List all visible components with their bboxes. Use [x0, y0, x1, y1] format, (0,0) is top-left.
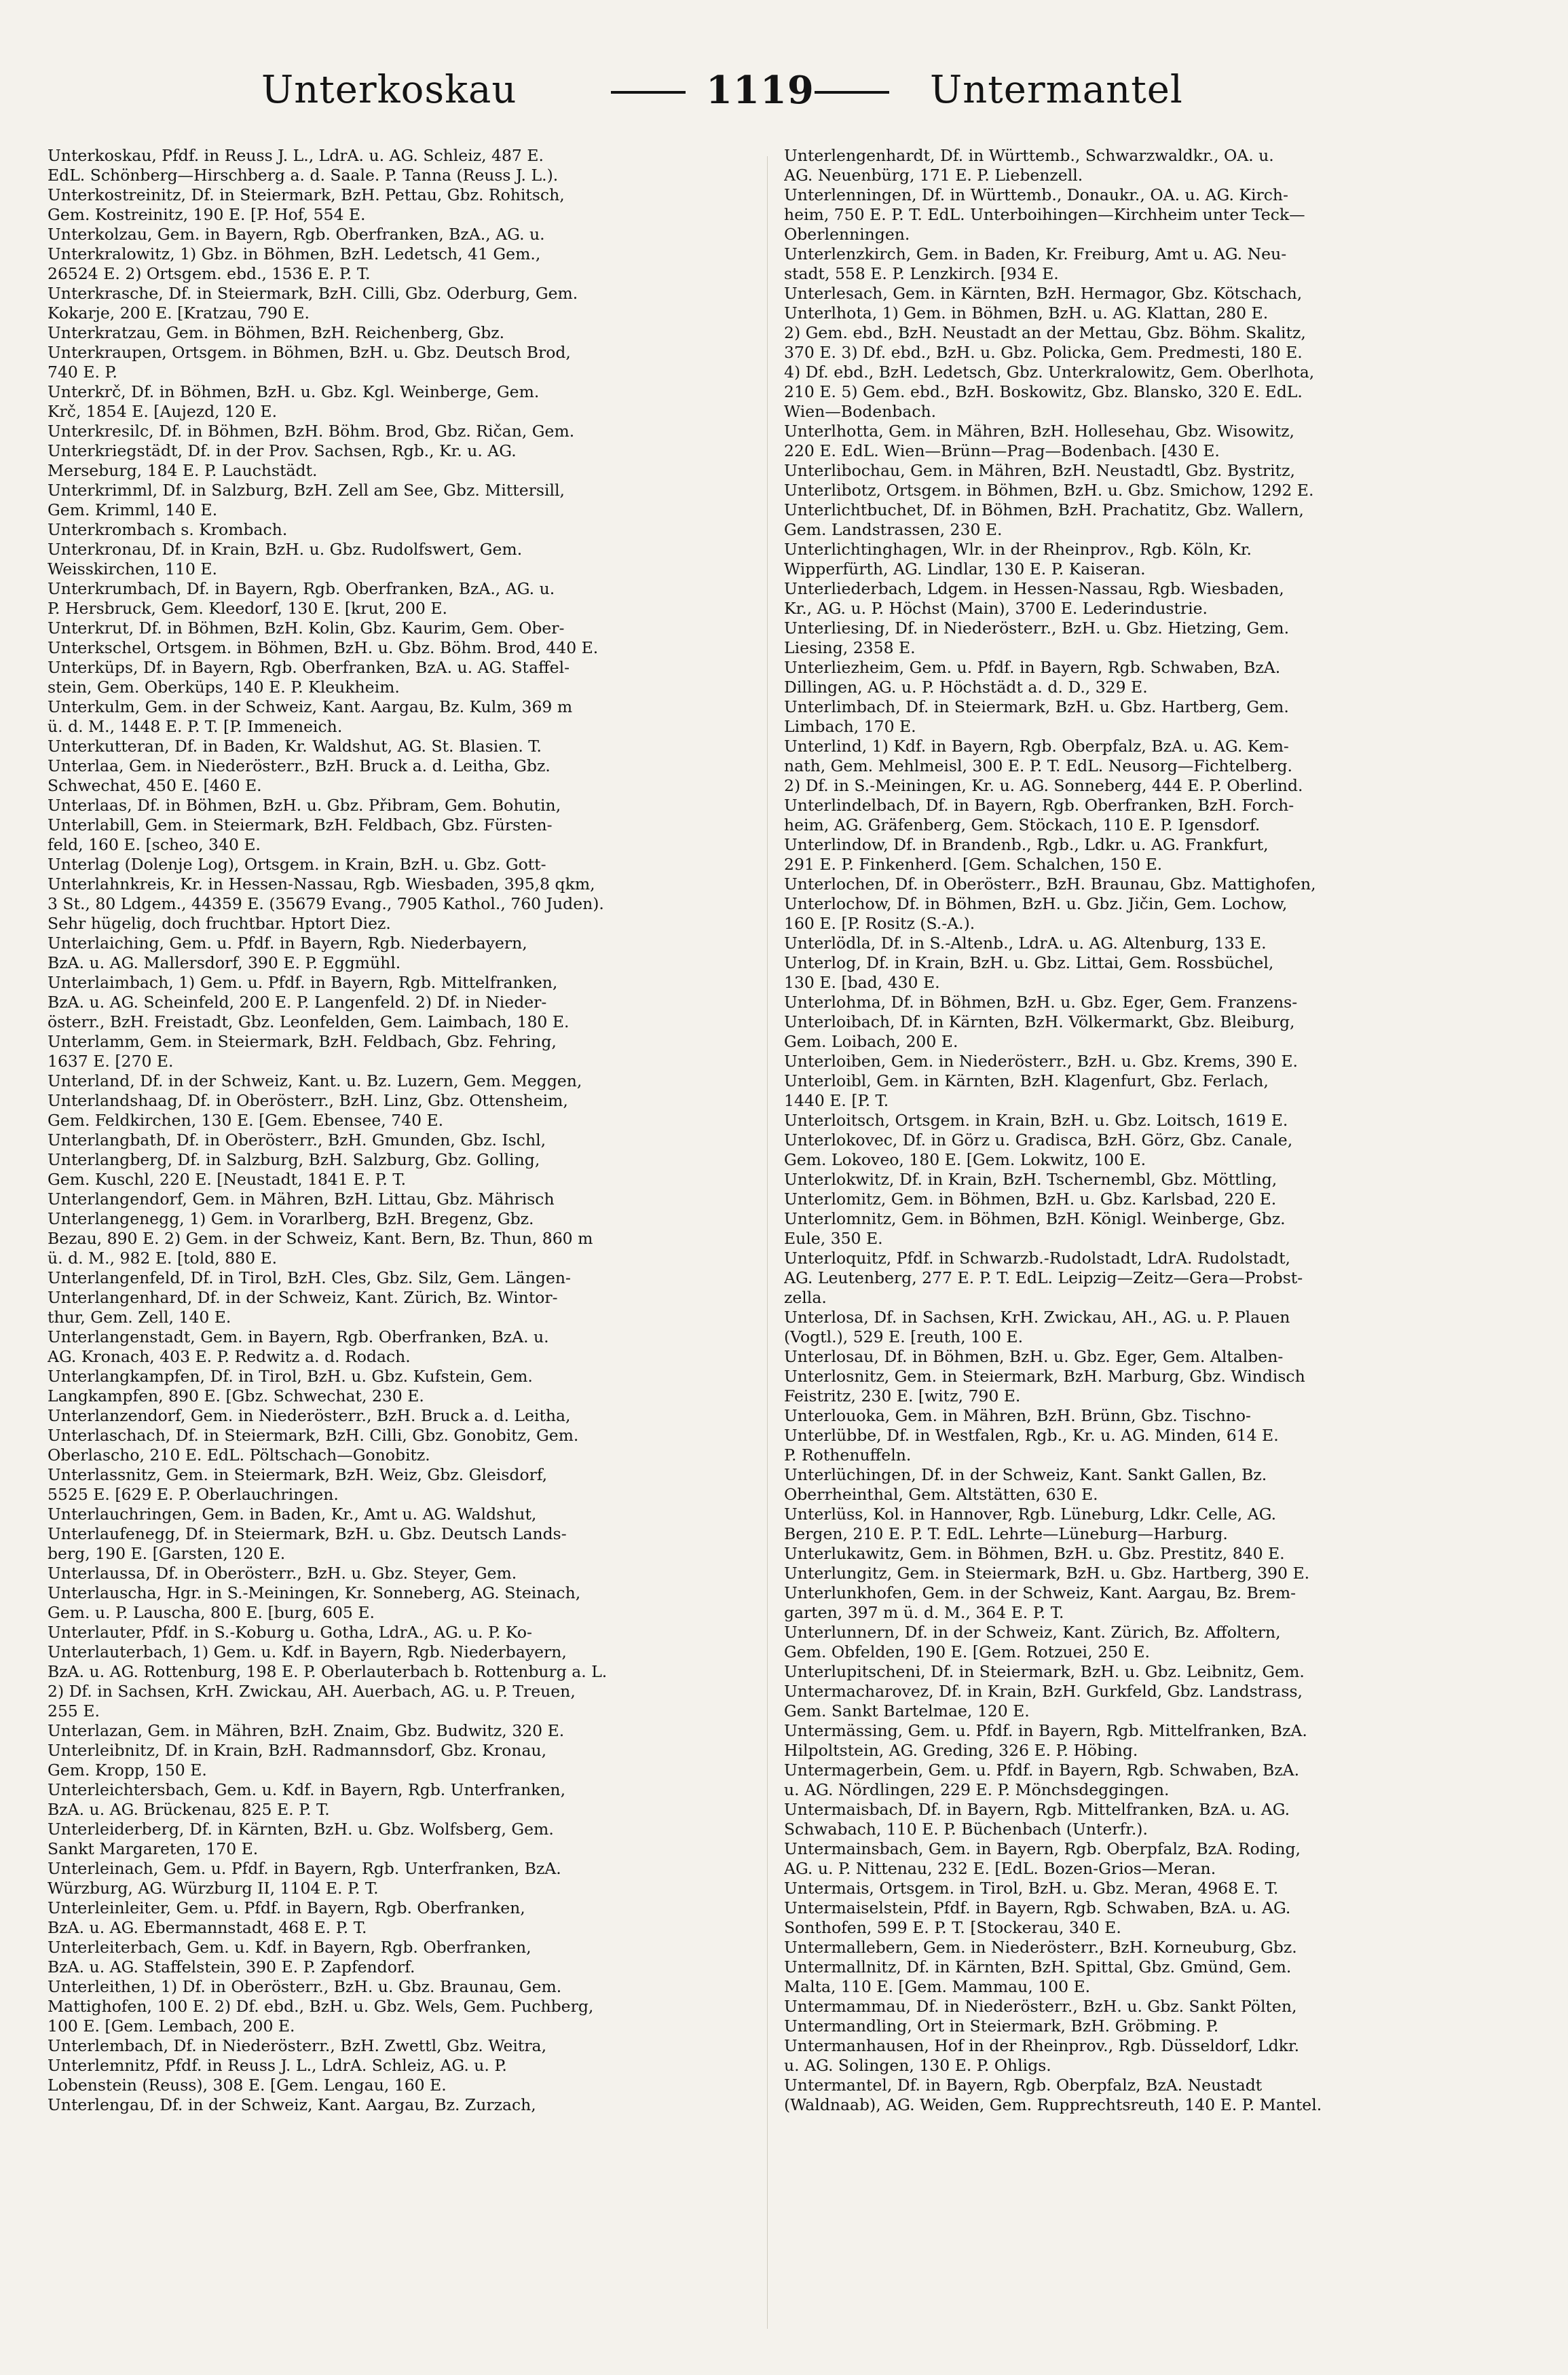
- entry-line: 2) Df. in Sachsen, KrH. Zwickau, AH. Auerbach, AG. u. P. Treuen,: [48, 1682, 576, 1701]
- entry-line: thur, Gem. Zell, 140 E.: [48, 1308, 231, 1327]
- entry-line: Kokarje, 200 E. [Kratzau, 790 E.: [48, 303, 310, 323]
- entry-line: Unterlübbe, Df. in Westfalen, Rgb., Kr. u. AG. Minden, 614 E.: [784, 1426, 1279, 1445]
- entry-line: Untermaisbach, Df. in Bayern, Rgb. Mittelfranken, BzA. u. AG.: [784, 1800, 1290, 1819]
- entry-line: 2) Df. in S.-Meiningen, Kr. u. AG. Sonneberg, 444 E. P. Oberlind.: [784, 776, 1303, 795]
- entry-line: Unterlüss, Kol. in Hannover, Rgb. Lüneburg, Ldkr. Celle, AG.: [784, 1505, 1277, 1524]
- entry-line: BzA. u. AG. Ebermannstadt, 468 E. P. T.: [48, 1918, 367, 1937]
- entry-line: Unterkrimml, Df. in Salzburg, BzH. Zell am See, Gbz. Mittersill,: [48, 481, 565, 500]
- entry-line: Unterlauter, Pfdf. in S.-Koburg u. Gotha, LdrA., AG. u. P. Ko-: [48, 1623, 532, 1642]
- entry-line: Oberlascho, 210 E. EdL. Pöltschach—Gonobitz.: [48, 1446, 430, 1465]
- entry-line: feld, 160 E. [scheo, 340 E.: [48, 835, 261, 854]
- entry-line: Untermainsbach, Gem. in Bayern, Rgb. Oberpfalz, BzA. Roding,: [784, 1839, 1301, 1858]
- entry-line: Unterkostreinitz, Df. in Steiermark, BzH. Pettau, Gbz. Rohitsch,: [48, 185, 565, 204]
- entry-line: Unterleiderberg, Df. in Kärnten, BzH. u. Gbz. Wolfsberg, Gem.: [48, 1820, 554, 1839]
- header-dash-right: [815, 91, 889, 94]
- entry-line: Unterküps, Df. in Bayern, Rgb. Oberfranken, BzA. u. AG. Staffel-: [48, 658, 570, 677]
- entry-line: Unterlomnitz, Gem. in Böhmen, BzH. Königl. Weinberge, Gbz.: [784, 1209, 1286, 1228]
- entry-line: Untermanhausen, Hof in der Rheinprov., Rgb. Düsseldorf, Ldkr.: [784, 2036, 1300, 2055]
- entry-line: Unterlukawitz, Gem. in Böhmen, BzH. u. Gbz. Prestitz, 840 E.: [784, 1544, 1285, 1563]
- entry-line: Unterlaa, Gem. in Niederösterr., BzH. Bruck a. d. Leitha, Gbz.: [48, 756, 550, 775]
- entry-line: 1440 E. [P. T.: [784, 1091, 889, 1110]
- entry-line: Gem. u. P. Lauscha, 800 E. [burg, 605 E.: [48, 1603, 375, 1622]
- entry-line: Kr., AG. u. P. Höchst (Main), 3700 E. Lederindustrie.: [784, 599, 1208, 618]
- entry-line: Merseburg, 184 E. P. Lauchstädt.: [48, 461, 318, 480]
- entry-line: 740 E. P.: [48, 363, 117, 382]
- entry-line: Unterkralowitz, 1) Gbz. in Böhmen, BzH. Ledetsch, 41 Gem.,: [48, 244, 541, 263]
- entry-line: Gem. Sankt Bartelmae, 120 E.: [784, 1701, 1030, 1720]
- entry-line: Unterlengau, Df. in der Schweiz, Kant. Aargau, Bz. Zurzach,: [48, 2095, 536, 2114]
- entry-line: Schwechat, 450 E. [460 E.: [48, 776, 262, 795]
- entry-line: Malta, 110 E. [Gem. Mammau, 100 E.: [784, 1977, 1091, 1996]
- entry-line: Unterlandshaag, Df. in Oberösterr., BzH. Linz, Gbz. Ottensheim,: [48, 1091, 568, 1110]
- entry-line: Unterlosa, Df. in Sachsen, KrH. Zwickau, AH., AG. u. P. Plauen: [784, 1308, 1290, 1327]
- entry-line: BzA. u. AG. Mallersdorf, 390 E. P. Eggmühl.: [48, 953, 401, 972]
- entry-line: Unterlokovec, Df. in Görz u. Gradisca, BzH. Görz, Gbz. Canale,: [784, 1130, 1293, 1149]
- entry-line: Unterlimbach, Df. in Steiermark, BzH. u. Gbz. Hartberg, Gem.: [784, 697, 1289, 716]
- entry-line: Unterleinach, Gem. u. Pfdf. in Bayern, Rgb. Unterfranken, BzA.: [48, 1859, 561, 1878]
- page-header: [0, 48, 1568, 129]
- entry-line: Unterkriegstädt, Df. in der Prov. Sachsen, Rgb., Kr. u. AG.: [48, 441, 517, 460]
- entry-line: Gem. Lokoveo, 180 E. [Gem. Lokwitz, 100 E.: [784, 1150, 1146, 1169]
- entry-line: Untermandling, Ort in Steiermark, BzH. Gröbming. P.: [784, 2017, 1219, 2036]
- entry-line: Untermässing, Gem. u. Pfdf. in Bayern, Rgb. Mittelfranken, BzA.: [784, 1721, 1307, 1740]
- entry-line: (Waldnaab), AG. Weiden, Gem. Rupprechtsreuth, 140 E. P. Mantel.: [784, 2095, 1322, 2114]
- entry-line: Langkampfen, 890 E. [Gbz. Schwechat, 230 E.: [48, 1386, 424, 1405]
- entry-line: berg, 190 E. [Garsten, 120 E.: [48, 1544, 286, 1563]
- entry-line: Gem. Kuschl, 220 E. [Neustadt, 1841 E. P. T.: [48, 1170, 407, 1189]
- entry-line: Würzburg, AG. Würzburg II, 1104 E. P. T.: [48, 1879, 379, 1898]
- entry-line: Unterlenningen, Df. in Württemb., Donaukr., OA. u. AG. Kirch-: [784, 185, 1288, 204]
- entry-line: Unterloibach, Df. in Kärnten, BzH. Völkermarkt, Gbz. Bleiburg,: [784, 1012, 1295, 1031]
- entry-line: AG. Kronach, 403 E. P. Redwitz a. d. Rodach.: [48, 1347, 411, 1366]
- entry-line: Unterlabill, Gem. in Steiermark, BzH. Feldbach, Gbz. Fürsten-: [48, 815, 553, 834]
- entry-line: P. Hersbruck, Gem. Kleedorf, 130 E. [krut, 200 E.: [48, 599, 447, 618]
- header-dash-left: [611, 91, 686, 94]
- entry-line: Oberrheinthal, Gem. Altstätten, 630 E.: [784, 1485, 1098, 1504]
- entry-line: Gem. Krimml, 140 E.: [48, 500, 218, 519]
- entry-line: Gem. Loibach, 200 E.: [784, 1032, 958, 1051]
- entry-line: Unterlohma, Df. in Böhmen, BzH. u. Gbz. Eger, Gem. Franzens-: [784, 993, 1298, 1012]
- entry-line: 4) Df. ebd., BzH. Ledetsch, Gbz. Unterkralowitz, Gem. Oberlhota,: [784, 363, 1315, 382]
- entry-line: Unterkoskau, Pfdf. in Reuss J. L., LdrA. u. AG. Schleiz, 487 E.: [48, 146, 544, 165]
- entry-line: u. AG. Nördlingen, 229 E. P. Mönchsdeggingen.: [784, 1780, 1170, 1799]
- entry-line: Unterkratzau, Gem. in Böhmen, BzH. Reichenberg, Gbz.: [48, 323, 505, 342]
- entry-line: Unterlanzendorf, Gem. in Niederösterr., BzH. Bruck a. d. Leitha,: [48, 1406, 571, 1425]
- entry-line: Unterkrumbach, Df. in Bayern, Rgb. Oberfranken, BzA., AG. u.: [48, 579, 555, 598]
- entry-line: Unterleiterbach, Gem. u. Kdf. in Bayern, Rgb. Oberfranken,: [48, 1938, 531, 1957]
- entry-line: 130 E. [bad, 430 E.: [784, 973, 940, 992]
- entry-line: BzA. u. AG. Rottenburg, 198 E. P. Oberlauterbach b. Rottenburg a. L.: [48, 1662, 608, 1681]
- entry-line: Oberlenningen.: [784, 225, 910, 244]
- entry-line: Unterlesach, Gem. in Kärnten, BzH. Hermagor, Gbz. Kötschach,: [784, 284, 1303, 303]
- entry-line: heim, 750 E. P. T. EdL. Unterboihingen—Kirchheim unter Teck—: [784, 205, 1305, 224]
- entry-line: Weisskirchen, 110 E.: [48, 559, 217, 578]
- entry-line: 291 E. P. Finkenherd. [Gem. Schalchen, 150 E.: [784, 855, 1163, 874]
- entry-line: Unterlokwitz, Df. in Krain, BzH. Tschernembl, Gbz. Möttling,: [784, 1170, 1277, 1189]
- entry-line: Unterkrasche, Df. in Steiermark, BzH. Cilli, Gbz. Oderburg, Gem.: [48, 284, 578, 303]
- entry-line: AG. Leutenberg, 277 E. P. T. EdL. Leipzig—Zeitz—Gera—Probst-: [784, 1268, 1303, 1287]
- entry-line: Mattighofen, 100 E. 2) Df. ebd., BzH. u. Gbz. Wels, Gem. Puchberg,: [48, 1997, 594, 2016]
- entry-line: EdL. Schönberg—Hirschberg a. d. Saale. P. Tanna (Reuss J. L.).: [48, 166, 559, 185]
- entry-line: 160 E. [P. Rositz (S.-A.).: [784, 914, 975, 933]
- entry-line: Gem. Obfelden, 190 E. [Gem. Rotzuei, 250 E.: [784, 1642, 1150, 1661]
- entry-line: Unterkulm, Gem. in der Schweiz, Kant. Aargau, Bz. Kulm, 369 m: [48, 697, 573, 716]
- entry-line: Unterlag (Dolenje Log), Ortsgem. in Krain, BzH. u. Gbz. Gott-: [48, 855, 546, 874]
- entry-line: 100 E. [Gem. Lembach, 200 E.: [48, 2017, 295, 2036]
- entry-line: Unterkrč, Df. in Böhmen, BzH. u. Gbz. Kgl. Weinberge, Gem.: [48, 382, 540, 401]
- entry-line: Unterlomitz, Gem. in Böhmen, BzH. u. Gbz. Karlsbad, 220 E.: [784, 1190, 1277, 1209]
- entry-line: Gem. Landstrassen, 230 E.: [784, 520, 1003, 539]
- entry-line: Unterlangkampfen, Df. in Tirol, BzH. u. Gbz. Kufstein, Gem.: [48, 1367, 533, 1386]
- entry-line: Unterlemnitz, Pfdf. in Reuss J. L., LdrA. Schleiz, AG. u. P.: [48, 2056, 507, 2075]
- entry-line: Untermantel, Df. in Bayern, Rgb. Oberpfalz, BzA. Neustadt: [784, 2076, 1263, 2095]
- entry-line: Unterleichtersbach, Gem. u. Kdf. in Bayern, Rgb. Unterfranken,: [48, 1780, 566, 1799]
- entry-line: 370 E. 3) Df. ebd., BzH. u. Gbz. Policka, Gem. Predmesti, 180 E.: [784, 343, 1303, 362]
- entry-line: Unterlichtbuchet, Df. in Böhmen, BzH. Prachatitz, Gbz. Wallern,: [784, 500, 1304, 519]
- entry-line: Unterlunkhofen, Gem. in der Schweiz, Kant. Aargau, Bz. Brem-: [784, 1583, 1296, 1602]
- entry-line: Sehr hügelig, doch fruchtbar. Hptort Diez.: [48, 914, 391, 933]
- entry-line: Unterleibnitz, Df. in Krain, BzH. Radmannsdorf, Gbz. Kronau,: [48, 1741, 547, 1760]
- entry-line: Wien—Bodenbach.: [784, 402, 937, 421]
- entry-line: Unterloiben, Gem. in Niederösterr., BzH. u. Gbz. Krems, 390 E.: [784, 1052, 1299, 1071]
- entry-line: Unterlauterbach, 1) Gem. u. Kdf. in Bayern, Rgb. Niederbayern,: [48, 1642, 567, 1661]
- entry-line: Unterlaas, Df. in Böhmen, BzH. u. Gbz. Přibram, Gem. Bohutin,: [48, 796, 561, 815]
- entry-line: heim, AG. Gräfenberg, Gem. Stöckach, 110 E. P. Igensdorf.: [784, 815, 1261, 834]
- entry-line: ü. d. M., 982 E. [told, 880 E.: [48, 1249, 278, 1268]
- entry-line: Unterleithen, 1) Df. in Oberösterr., BzH. u. Gbz. Braunau, Gem.: [48, 1977, 562, 1996]
- entry-line: Unterlibotz, Ortsgem. in Böhmen, BzH. u. Gbz. Smichow, 1292 E.: [784, 481, 1314, 500]
- entry-line: u. AG. Solingen, 130 E. P. Ohligs.: [784, 2056, 1051, 2075]
- entry-line: Unterlassnitz, Gem. in Steiermark, BzH. Weiz, Gbz. Gleisdorf,: [48, 1465, 548, 1484]
- entry-line: Unterland, Df. in der Schweiz, Kant. u. Bz. Luzern, Gem. Meggen,: [48, 1071, 582, 1090]
- entry-line: Unterlaschach, Df. in Steiermark, BzH. Cilli, Gbz. Gonobitz, Gem.: [48, 1426, 579, 1445]
- entry-line: Untermaiselstein, Pfdf. in Bayern, Rgb. Schwaben, BzA. u. AG.: [784, 1898, 1291, 1917]
- entry-line: 1637 E. [270 E.: [48, 1052, 174, 1071]
- entry-line: (Vogtl.), 529 E. [reuth, 100 E.: [784, 1327, 1024, 1346]
- entry-line: Unterlangenstadt, Gem. in Bayern, Rgb. Oberfranken, BzA. u.: [48, 1327, 549, 1346]
- header-right-keyword: Untermantel: [930, 68, 1183, 112]
- entry-line: Sankt Margareten, 170 E.: [48, 1839, 259, 1858]
- entry-line: Unterloitsch, Ortsgem. in Krain, BzH. u. Gbz. Loitsch, 1619 E.: [784, 1111, 1288, 1130]
- entry-line: Unterlödla, Df. in S.-Altenb., LdrA. u. AG. Altenburg, 133 E.: [784, 934, 1267, 953]
- entry-line: Unterlaussa, Df. in Oberösterr., BzH. u. Gbz. Steyer, Gem.: [48, 1564, 517, 1583]
- entry-line: Unterlangberg, Df. in Salzburg, BzH. Salzburg, Gbz. Golling,: [48, 1150, 540, 1169]
- entry-line: Unterlembach, Df. in Niederösterr., BzH. Zwettl, Gbz. Weitra,: [48, 2036, 547, 2055]
- entry-line: Liesing, 2358 E.: [784, 638, 916, 657]
- entry-line: BzA. u. AG. Scheinfeld, 200 E. P. Langenfeld. 2) Df. in Nieder-: [48, 993, 547, 1012]
- entry-line: Unterlauchringen, Gem. in Baden, Kr., Amt u. AG. Waldshut,: [48, 1505, 537, 1524]
- entry-line: 220 E. EdL. Wien—Brünn—Prag—Bodenbach. [430 E.: [784, 441, 1220, 460]
- entry-line: Feistritz, 230 E. [witz, 790 E.: [784, 1386, 1021, 1405]
- entry-line: Unterlangenfeld, Df. in Tirol, BzH. Cles, Gbz. Silz, Gem. Längen-: [48, 1268, 571, 1287]
- entry-line: Unterkolzau, Gem. in Bayern, Rgb. Oberfranken, BzA., AG. u.: [48, 225, 545, 244]
- entry-line: Unterlind, 1) Kdf. in Bayern, Rgb. Oberpfalz, BzA. u. AG. Kem-: [784, 737, 1289, 756]
- entry-line: Bezau, 890 E. 2) Gem. in der Schweiz, Kant. Bern, Bz. Thun, 860 m: [48, 1229, 593, 1248]
- entry-line: Sonthofen, 599 E. P. T. [Stockerau, 340 E.: [784, 1918, 1121, 1937]
- entry-line: Unterloquitz, Pfdf. in Schwarzb.-Rudolstadt, LdrA. Rudolstadt,: [784, 1249, 1290, 1268]
- entry-line: P. Rothenuffeln.: [784, 1446, 912, 1465]
- entry-line: Hilpoltstein, AG. Greding, 326 E. P. Höbing.: [784, 1741, 1138, 1760]
- entry-line: Unterlibochau, Gem. in Mähren, BzH. Neustadtl, Gbz. Bystritz,: [784, 461, 1295, 480]
- entry-line: AG. Neuenbürg, 171 E. P. Liebenzell.: [784, 166, 1083, 185]
- entry-line: Unterleinleiter, Gem. u. Pfdf. in Bayern, Rgb. Oberfranken,: [48, 1898, 525, 1917]
- entry-line: 26524 E. 2) Ortsgem. ebd., 1536 E. P. T.: [48, 264, 371, 283]
- entry-line: Gem. Feldkirchen, 130 E. [Gem. Ebensee, 740 E.: [48, 1111, 444, 1130]
- entry-line: nath, Gem. Mehlmeisl, 300 E. P. T. EdL. Neusorg—Fichtelberg.: [784, 756, 1292, 775]
- entry-line: Unterlupitscheni, Df. in Steiermark, BzH. u. Gbz. Leibnitz, Gem.: [784, 1662, 1305, 1681]
- entry-line: Unterlangenhard, Df. in der Schweiz, Kant. Zürich, Bz. Wintor-: [48, 1288, 558, 1307]
- entry-line: Unterkresilc, Df. in Böhmen, BzH. Böhm. Brod, Gbz. Ričan, Gem.: [48, 422, 575, 441]
- entry-line: 2) Gem. ebd., BzH. Neustadt an der Mettau, Gbz. Böhm. Skalitz,: [784, 323, 1306, 342]
- entry-line: Eule, 350 E.: [784, 1229, 883, 1248]
- entry-line: Unterkrut, Df. in Böhmen, BzH. Kolin, Gbz. Kaurim, Gem. Ober-: [48, 619, 565, 638]
- column-divider: [767, 156, 768, 2329]
- entry-line: Schwabach, 110 E. P. Büchenbach (Unterfr.).: [784, 1820, 1148, 1839]
- entry-line: BzA. u. AG. Staffelstein, 390 E. P. Zapfendorf.: [48, 1957, 415, 1976]
- entry-line: Unterlahnkreis, Kr. in Hessen-Nassau, Rgb. Wiesbaden, 395,8 qkm,: [48, 874, 595, 894]
- entry-line: Gem. Kostreinitz, 190 E. [P. Hof, 554 E.: [48, 205, 366, 224]
- entry-line: Unterlenzkirch, Gem. in Baden, Kr. Freiburg, Amt u. AG. Neu-: [784, 244, 1287, 263]
- entry-line: Unterlangbath, Df. in Oberösterr., BzH. Gmunden, Gbz. Ischl,: [48, 1130, 546, 1149]
- header-left-keyword: Unterkoskau: [261, 68, 517, 112]
- entry-line: Unterloibl, Gem. in Kärnten, BzH. Klagenfurt, Gbz. Ferlach,: [784, 1071, 1269, 1090]
- entry-line: österr., BzH. Freistadt, Gbz. Leonfelden, Gem. Laimbach, 180 E.: [48, 1012, 570, 1031]
- entry-line: Unterkschel, Ortsgem. in Böhmen, BzH. u. Gbz. Böhm. Brod, 440 E.: [48, 638, 599, 657]
- page-number: 1119: [706, 68, 815, 113]
- entry-line: Dillingen, AG. u. P. Höchstädt a. d. D., 329 E.: [784, 678, 1148, 697]
- entry-line: Unterlog, Df. in Krain, BzH. u. Gbz. Littai, Gem. Rossbüchel,: [784, 953, 1274, 972]
- left-column: [48, 146, 733, 2353]
- entry-line: zella.: [784, 1288, 827, 1307]
- entry-line: Unterliederbach, Ldgem. in Hessen-Nassau, Rgb. Wiesbaden,: [784, 579, 1284, 598]
- entry-line: Unterlaimbach, 1) Gem. u. Pfdf. in Bayern, Rgb. Mittelfranken,: [48, 973, 558, 992]
- entry-line: Unterlindow, Df. in Brandenb., Rgb., Ldkr. u. AG. Frankfurt,: [784, 835, 1269, 854]
- entry-line: Untermais, Ortsgem. in Tirol, BzH. u. Gbz. Meran, 4968 E. T.: [784, 1879, 1279, 1898]
- entry-line: Unterkraupen, Ortsgem. in Böhmen, BzH. u. Gbz. Deutsch Brod,: [48, 343, 571, 362]
- entry-line: 5525 E. [629 E. P. Oberlauchringen.: [48, 1485, 339, 1504]
- entry-line: Unterlengenhardt, Df. in Württemb., Schwarzwaldkr., OA. u.: [784, 146, 1274, 165]
- entry-line: Wipperfürth, AG. Lindlar, 130 E. P. Kaiseran.: [784, 559, 1146, 578]
- entry-line: Unterlaiching, Gem. u. Pfdf. in Bayern, Rgb. Niederbayern,: [48, 934, 527, 953]
- entry-line: Unterkronau, Df. in Krain, BzH. u. Gbz. Rudolfswert, Gem.: [48, 540, 523, 559]
- entry-line: Unterlazan, Gem. in Mähren, BzH. Znaim, Gbz. Budwitz, 320 E.: [48, 1721, 565, 1740]
- entry-line: Lobenstein (Reuss), 308 E. [Gem. Lengau, 160 E.: [48, 2076, 447, 2095]
- entry-line: Untermallebern, Gem. in Niederösterr., BzH. Korneuburg, Gbz.: [784, 1938, 1297, 1957]
- entry-line: AG. u. P. Nittenau, 232 E. [EdL. Bozen-Grios—Meran.: [784, 1859, 1216, 1878]
- entry-line: Unterkutteran, Df. in Baden, Kr. Waldshut, AG. St. Blasien. T.: [48, 737, 542, 756]
- entry-line: Unterlauscha, Hgr. in S.-Meiningen, Kr. Sonneberg, AG. Steinach,: [48, 1583, 581, 1602]
- entry-line: Unterlhota, 1) Gem. in Böhmen, BzH. u. AG. Klattan, 280 E.: [784, 303, 1269, 323]
- entry-line: Unterlouoka, Gem. in Mähren, BzH. Brünn, Gbz. Tischno-: [784, 1406, 1251, 1425]
- entry-line: ü. d. M., 1448 E. P. T. [P. Immeneich.: [48, 717, 343, 736]
- entry-line: Unterlamm, Gem. in Steiermark, BzH. Feldbach, Gbz. Fehring,: [48, 1032, 557, 1051]
- entry-line: Unterliesing, Df. in Niederösterr., BzH. u. Gbz. Hietzing, Gem.: [784, 619, 1290, 638]
- right-column: [784, 146, 1470, 2353]
- entry-line: garten, 397 m ü. d. M., 364 E. P. T.: [784, 1603, 1064, 1622]
- entry-line: stadt, 558 E. P. Lenzkirch. [934 E.: [784, 264, 1059, 283]
- entry-line: Unterlindelbach, Df. in Bayern, Rgb. Oberfranken, BzH. Forch-: [784, 796, 1294, 815]
- entry-line: Untermacharovez, Df. in Krain, BzH. Gurkfeld, Gbz. Landstrass,: [784, 1682, 1303, 1701]
- entry-line: Unterliezheim, Gem. u. Pfdf. in Bayern, Rgb. Schwaben, BzA.: [784, 658, 1281, 677]
- entry-line: Unterlhotta, Gem. in Mähren, BzH. Hollesehau, Gbz. Wisowitz,: [784, 422, 1294, 441]
- entry-line: Unterlichtinghagen, Wlr. in der Rheinprov., Rgb. Köln, Kr.: [784, 540, 1252, 559]
- entry-line: Unterlunnern, Df. in der Schweiz, Kant. Zürich, Bz. Affoltern,: [784, 1623, 1281, 1642]
- entry-line: Bergen, 210 E. P. T. EdL. Lehrte—Lüneburg—Harburg.: [784, 1524, 1228, 1543]
- entry-line: Unterlosau, Df. in Böhmen, BzH. u. Gbz. Eger, Gem. Altalben-: [784, 1347, 1284, 1366]
- entry-line: 255 E.: [48, 1701, 100, 1720]
- entry-line: stein, Gem. Oberküps, 140 E. P. Kleukheim.: [48, 678, 400, 697]
- entry-line: Krč, 1854 E. [Aujezd, 120 E.: [48, 402, 278, 421]
- entry-line: Untermagerbein, Gem. u. Pfdf. in Bayern, Rgb. Schwaben, BzA.: [784, 1761, 1300, 1780]
- entry-line: Unterlochen, Df. in Oberösterr., BzH. Braunau, Gbz. Mattighofen,: [784, 874, 1316, 894]
- entry-line: Unterlüchingen, Df. in der Schweiz, Kant. Sankt Gallen, Bz.: [784, 1465, 1267, 1484]
- entry-line: Unterlungitz, Gem. in Steiermark, BzH. u. Gbz. Hartberg, 390 E.: [784, 1564, 1310, 1583]
- entry-line: BzA. u. AG. Brückenau, 825 E. P. T.: [48, 1800, 330, 1819]
- entry-line: Limbach, 170 E.: [784, 717, 916, 736]
- entry-line: 3 St., 80 Ldgem., 44359 E. (35679 Evang., 7905 Kathol., 760 Juden).: [48, 894, 604, 913]
- entry-line: Unterlosnitz, Gem. in Steiermark, BzH. Marburg, Gbz. Windisch: [784, 1367, 1305, 1386]
- entry-line: Unterlaufenegg, Df. in Steiermark, BzH. u. Gbz. Deutsch Lands-: [48, 1524, 567, 1543]
- entry-line: Unterlangenegg, 1) Gem. in Vorarlberg, BzH. Bregenz, Gbz.: [48, 1209, 534, 1228]
- entry-line: Unterkrombach s. Krombach.: [48, 520, 288, 539]
- entry-line: Untermammau, Df. in Niederösterr., BzH. u. Gbz. Sankt Pölten,: [784, 1997, 1297, 2016]
- entry-line: Untermallnitz, Df. in Kärnten, BzH. Spittal, Gbz. Gmünd, Gem.: [784, 1957, 1292, 1976]
- entry-line: Gem. Kropp, 150 E.: [48, 1761, 207, 1780]
- entry-line: Unterlangendorf, Gem. in Mähren, BzH. Littau, Gbz. Mährisch: [48, 1190, 555, 1209]
- entry-line: Unterlochow, Df. in Böhmen, BzH. u. Gbz. Jičin, Gem. Lochow,: [784, 894, 1288, 913]
- entry-line: 210 E. 5) Gem. ebd., BzH. Boskowitz, Gbz. Blansko, 320 E. EdL.: [784, 382, 1303, 401]
